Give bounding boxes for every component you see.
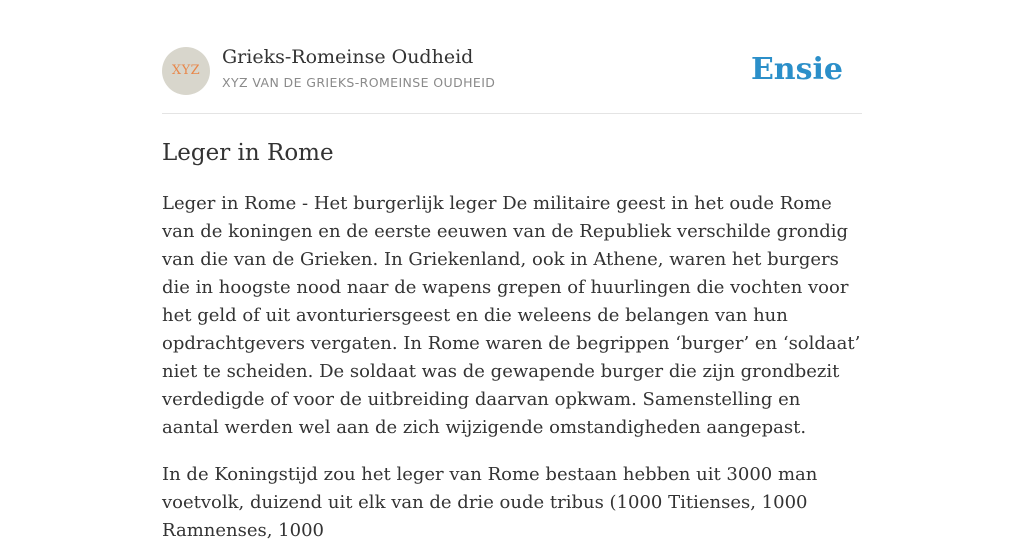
article-paragraph: Leger in Rome - Het burgerlijk leger De militaire geest in het oude Rome van de koningen en de eerste eeuwen van de Republiek verschilde grondig van die van de Grieken. In Griekenland, ook in Athene, waren het burgers die in hoogste nood naar de wapens grepen of huurlingen die vochten voor het geld of uit avonturiersgeest en die weleens de belangen van hun opdrachtgevers vergaten. In Rome waren de begrippen ‘burger’ en ‘soldaat’ niet te scheiden. De soldaat was de gewapende burger die zijn grondbezit verdedigde of voor de uitbreiding daarvan opkwam. Samenstelling en aantal werden wel aan de zich wijzigende omstandigheden aangepast.: [162, 193, 861, 438]
article-title: Leger in Rome: [162, 140, 334, 166]
site-subtitle[interactable]: XYZ VAN DE GRIEKS-ROMEINSE OUDHEID: [222, 75, 496, 90]
article-paragraph: In de Koningstijd zou het leger van Rome bestaan hebben uit 3000 man voetvolk, duizend uit elk van de drie oude tribus (1000 Titienses, 1000 Ramnenses, 1000: [162, 464, 818, 541]
ensie-logo[interactable]: Ensie: [750, 52, 843, 87]
site-title[interactable]: Grieks-Romeinse Oudheid: [222, 46, 474, 68]
content-container: [162, 0, 862, 545]
site-header: [162, 0, 862, 114]
article-body: [162, 190, 862, 545]
avatar[interactable]: XYZ: [162, 47, 210, 95]
